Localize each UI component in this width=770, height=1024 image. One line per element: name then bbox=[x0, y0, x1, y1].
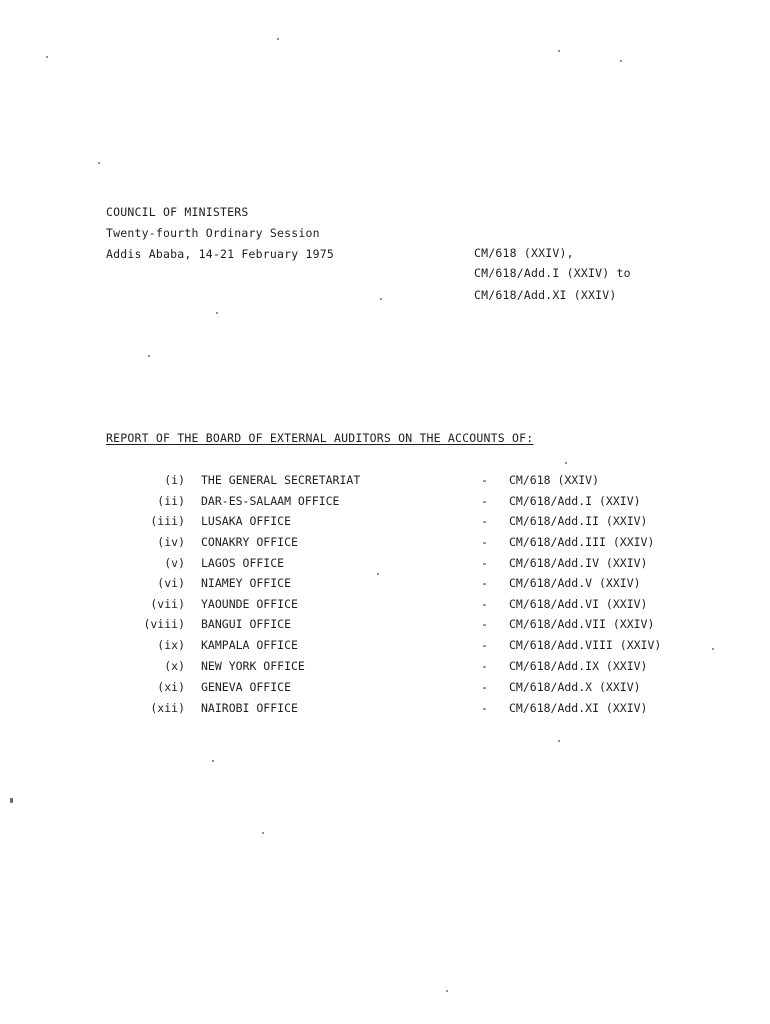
office-name: NAIROBI OFFICE bbox=[201, 701, 298, 715]
session-place-date: Addis Ababa, 14-21 February 1975 bbox=[106, 247, 334, 261]
document-reference: CM/618 (XXIV) bbox=[509, 473, 600, 487]
list-item bbox=[0, 661, 770, 677]
list-item bbox=[0, 682, 770, 698]
list-item bbox=[0, 475, 770, 491]
document-reference: CM/618/Add.XI (XXIV) bbox=[474, 288, 617, 302]
separator-dash: - bbox=[481, 535, 488, 549]
separator-dash: - bbox=[481, 514, 488, 528]
document-reference: CM/618/Add.III (XXIV) bbox=[509, 535, 655, 549]
item-number: (vii) bbox=[150, 597, 185, 611]
list-item bbox=[0, 640, 770, 656]
list-item bbox=[0, 516, 770, 532]
document-reference: CM/618/Add.IX (XXIV) bbox=[509, 659, 648, 673]
scan-speck bbox=[377, 573, 379, 575]
separator-dash: - bbox=[481, 638, 488, 652]
council-name: COUNCIL OF MINISTERS bbox=[106, 205, 249, 219]
report-title: REPORT OF THE BOARD OF EXTERNAL AUDITORS ON THE ACCOUNTS OF: bbox=[106, 431, 534, 445]
separator-dash: - bbox=[481, 659, 488, 673]
document-reference: CM/618/Add.VI (XXIV) bbox=[509, 597, 648, 611]
list-item bbox=[0, 537, 770, 553]
separator-dash: - bbox=[481, 680, 488, 694]
scan-speck bbox=[277, 38, 279, 40]
item-number: (v) bbox=[164, 556, 185, 570]
list-item bbox=[0, 703, 770, 719]
item-number: (vi) bbox=[157, 576, 185, 590]
scan-speck bbox=[620, 60, 622, 62]
office-name: KAMPALA OFFICE bbox=[201, 638, 298, 652]
item-number: (ix) bbox=[157, 638, 185, 652]
scan-speck bbox=[10, 798, 13, 803]
item-number: (i) bbox=[164, 473, 185, 487]
office-name: CONAKRY OFFICE bbox=[201, 535, 298, 549]
document-reference: CM/618/Add.I (XXIV) bbox=[509, 494, 641, 508]
office-name: LUSAKA OFFICE bbox=[201, 514, 292, 528]
document-reference: CM/618 (XXIV), bbox=[474, 246, 574, 260]
scan-speck bbox=[216, 312, 218, 314]
office-name: LAGOS OFFICE bbox=[201, 556, 285, 570]
document-reference: CM/618/Add.VIII (XXIV) bbox=[509, 638, 662, 652]
scan-speck bbox=[262, 832, 264, 834]
document-reference: CM/618/Add.IV (XXIV) bbox=[509, 556, 648, 570]
document-reference: CM/618/Add.X (XXIV) bbox=[509, 680, 641, 694]
item-number: (x) bbox=[164, 659, 185, 673]
item-number: (xii) bbox=[150, 701, 185, 715]
office-name: BANGUI OFFICE bbox=[201, 617, 292, 631]
item-number: (viii) bbox=[143, 617, 185, 631]
scan-speck bbox=[98, 162, 100, 164]
office-name: NIAMEY OFFICE bbox=[201, 576, 292, 590]
separator-dash: - bbox=[481, 576, 488, 590]
document-reference: CM/618/Add.V (XXIV) bbox=[509, 576, 641, 590]
separator-dash: - bbox=[481, 473, 488, 487]
list-item bbox=[0, 496, 770, 512]
scan-speck bbox=[712, 648, 714, 650]
scan-speck bbox=[446, 990, 448, 992]
scan-speck bbox=[380, 298, 382, 300]
list-item bbox=[0, 619, 770, 635]
item-number: (iii) bbox=[150, 514, 185, 528]
office-name: GENEVA OFFICE bbox=[201, 680, 292, 694]
office-name: NEW YORK OFFICE bbox=[201, 659, 305, 673]
office-name: YAOUNDE OFFICE bbox=[201, 597, 298, 611]
item-number: (xi) bbox=[157, 680, 185, 694]
scan-speck bbox=[558, 50, 560, 52]
item-number: (iv) bbox=[157, 535, 185, 549]
document-reference: CM/618/Add.I (XXIV) to bbox=[474, 266, 631, 280]
document-reference: CM/618/Add.II (XXIV) bbox=[509, 514, 648, 528]
separator-dash: - bbox=[481, 556, 488, 570]
separator-dash: - bbox=[481, 617, 488, 631]
scan-speck bbox=[148, 355, 150, 357]
list-item bbox=[0, 558, 770, 574]
list-item bbox=[0, 578, 770, 594]
session-name: Twenty-fourth Ordinary Session bbox=[106, 226, 320, 240]
scan-speck bbox=[46, 56, 48, 58]
scan-speck bbox=[558, 740, 560, 742]
separator-dash: - bbox=[481, 701, 488, 715]
document-reference: CM/618/Add.VII (XXIV) bbox=[509, 617, 655, 631]
scan-speck bbox=[565, 462, 567, 464]
item-number: (ii) bbox=[157, 494, 185, 508]
office-name: THE GENERAL SECRETARIAT bbox=[201, 473, 361, 487]
scan-speck bbox=[212, 760, 214, 762]
list-item bbox=[0, 599, 770, 615]
separator-dash: - bbox=[481, 494, 488, 508]
office-name: DAR-ES-SALAAM OFFICE bbox=[201, 494, 340, 508]
separator-dash: - bbox=[481, 597, 488, 611]
document-reference: CM/618/Add.XI (XXIV) bbox=[509, 701, 648, 715]
